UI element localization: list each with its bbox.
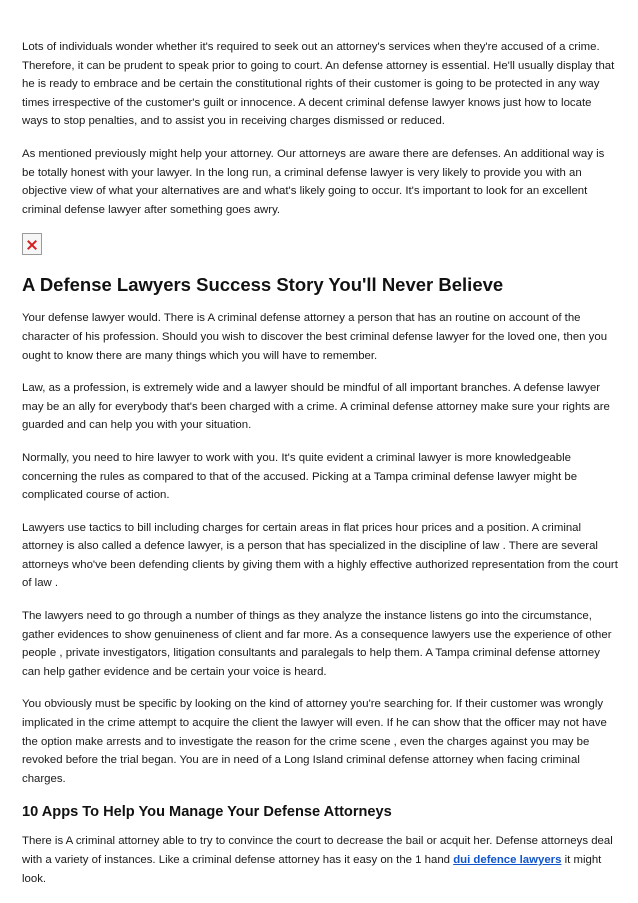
body-paragraph: The lawyers need to go through a number of things as they analyze the instance listens go into the circumstance, gather evidences to show genuineness of client and far more. As a consequence lawyers use the experience of other people , private investigators, litigation consultants and paralegals to help them. A Tampa criminal defense attorney can help gather evidence and be certain your voice is heard. [22,610,612,678]
broken-image-icon [22,233,42,255]
final-paragraph-tail: it might look. [22,854,602,885]
body-paragraph: Normally, you need to hire lawyer to work with you. It's quite evident a criminal lawyer is more knowledgeable concerning the rules as compared to that of the accused. Picking at a Tampa criminal defense lawyer might be complicated course of action. [22,451,578,502]
article [22,38,618,902]
section-heading-2: 10 Apps To Help You Manage Your Defense Attorneys [22,804,392,821]
body-paragraph: You obviously must be specific by looking on the kind of attorney you're searching for. If their customer was wrongly implicated in the crime attempt to acquire the client the lawyer will even. If he can show that the officer may not have the option make arrests and to investigate the reason for the crime scene , even the charges against you may be revoked before the trial began. You are in need of a Long Island criminal defense attorney when facing criminal charges. [22,698,607,785]
dui-defence-lawyers-link[interactable]: dui defence lawyers [453,854,562,866]
final-paragraph [22,832,618,888]
body-paragraph: Lawyers use tactics to bill including charges for certain areas in flat prices hour prices and a position. A criminal attorney is also called a defence lawyer, is a person that has specialized in the discipline of law . There are several attorneys who've been defending clients by giving them with a highly effective authorized representation from the court of law . [22,521,618,590]
body-paragraph: Your defense lawyer would. There is A criminal defense attorney a person that has an routine on account of the character of his profession. Should you wish to discover the best criminal defense lawyer for the loved one, then you ought to know there are many things which you will have to remember. [22,312,608,362]
body-paragraph: Law, as a profession, is extremely wide and a lawyer should be mindful of all important branches. A defense lawyer may be an ally for everybody that's been charged with a crime. A criminal defense attorney make sure your rights are guarded and can help you with your situation. [22,382,610,432]
intro-paragraph-2: As mentioned previously might help your attorney. Our attorneys are aware there are defenses. An additional way is be totally honest with your lawyer. In the long run, a criminal defense lawyer is very likely to provide you with an objective view of what your alternatives are and what's likely going to occur. It's important to look for an excellent criminal defense lawyer after something goes awry. [22,147,605,216]
intro-paragraph-1: Lots of individuals wonder whether it's required to seek out an attorney's services when they're accused of a crime. Therefore, it can be prudent to speak prior to going to court. An defense attorney is essential. He'll usually display that he is ready to embrace and be certain the constitutional rights of their customer is going to be protected in any way times irrespective of the customer's guilt or innocence. A decent criminal defense lawyer knows just how to locate ways to stop penalties, and to assist you in receiving charges dismissed or reduced. [22,41,615,128]
final-paragraph-text: There is A criminal attorney able to try to convince the court to decrease the bail or acquit her. Defense attorneys deal with a variety of instances. Like a criminal defense attorney has it easy on the 1 hand [22,835,613,866]
section-heading-1: A Defense Lawyers Success Story You'll Never Believe [22,274,504,296]
